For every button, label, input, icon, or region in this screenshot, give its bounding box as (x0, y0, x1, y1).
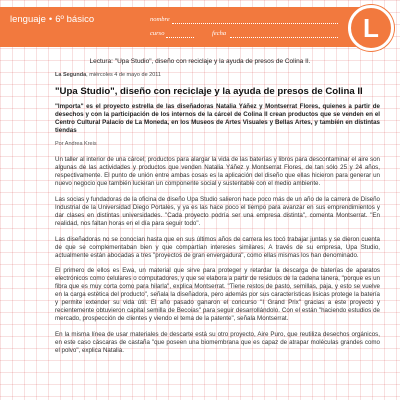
name-field-line[interactable] (172, 23, 338, 24)
course-field-line[interactable] (166, 37, 194, 38)
article-byline: Por Andrea Kreis (55, 140, 97, 147)
reading-title: Lectura: "Upa Studio", diseño con reciclaje y la ayuda de presos de Colina II. (89, 58, 311, 65)
article-lead: "Importa" es el proyecto estrella de las diseñadoras Natalia Yáñez y Montserrat Flores, quienes a partir de desechos y con la participación de los internos de la cárcel de Colina II crean productos que se venden en el Centro Cultural Palacio de La Moneda, en los Museos de Artes Visuales y Bellas Artes, y también en distintas tiendas (55, 102, 380, 134)
article (55, 72, 380, 362)
subject-logo: L (348, 5, 394, 51)
article-paragraph: Un taller al interior de una cárcel; productos para alargar la vida de las baterías y libros para descontaminar el aire son algunas de las actividades y productos que venden Natalia Yáñez y Montserrat Flores, de tan sólo 25 y 24 años, respectivamente. El punto de unión entre ambas cosas es la aplicación del diseño que ellas hicieron para generar un nuevo negocio que también lucieran un componente social y sustentable con el medio ambiente. (55, 156, 380, 188)
article-paragraph: Las socias y fundadoras de la oficina de diseño Upa Studio salieron hace poco más de un año de la carrera de Diseño Industrial de la Universidad Diego Portales, y ya es las hace poco el tiempo para avanzar en sus emprendimientos y dar clases en distintas universidades. "Cada proyecto podría ser una empresa distinta", comenta Montserrat. "En realidad, nos faltan horas en el día para seguir todo". (55, 196, 380, 227)
dateline-source: La Segunda (55, 72, 87, 78)
date-label: fecha (212, 30, 227, 37)
subject-label (7, 10, 138, 30)
subject-separator: • (48, 14, 53, 25)
grade-text: 6º básico (55, 14, 95, 25)
article-paragraph: En la misma línea de usar materiales de descarte está su otro proyecto, Aire Puro, que reutiliza desechos orgánicos, en este caso cáscaras de castaña "que poseen una biomembrana que es capaz de atrapar moléculas grandes como el polvo", explica Natalia. (55, 330, 380, 354)
article-dateline: La Segunda, miércoles 4 de mayo de 2011 (55, 72, 161, 78)
name-label: nombre (150, 16, 170, 23)
article-paragraph: Las diseñadoras no se conocían hasta que en sus últimos años de carrera les tocó trabajar juntas y se dieron cuenta de que se complementaban bien y que compartían intereses similares. A través de su empresa, Upa Studio, actualmente están abocadas a tres "proyectos de gran envergadura", como ellas mismas los han denominado. (55, 235, 380, 259)
article-paragraph: El primero de ellos es Ewa, un material que sirve para proteger y retardar la descarga de baterías de aparatos electrónicos como celulares o computadores, y que se elabora a partir de residuos de la cadena lanera, "porque es un fibra que es muy corta como para hilarla", explica Montserrat. "Tiene restos de pasto, semillas, paja, y esto se vuelve en la carga estética del producto", señala la diseñadora, pero además por sus características lisicas protege la batería y permite extender su vida útil. El año pasado ganaron el concurso "I Grand Prix" gracias a este proyecto y recientemente obtuvieron capital semilla de Becoias" para seguir desarrollándolo. Con el están "haciendo estudios de mercado, prospección de clientes y viendo el tema de la patente", señala Montserrat. (55, 267, 380, 322)
article-headline: "Upa Studio", diseño con reciclaje y la ayuda de presos de Colina II (55, 85, 363, 97)
dateline-date: miércoles 4 de mayo de 2011 (89, 72, 161, 78)
subject-text: lenguaje (10, 14, 46, 25)
course-label: curso (150, 30, 165, 37)
date-field-line[interactable] (230, 37, 338, 38)
